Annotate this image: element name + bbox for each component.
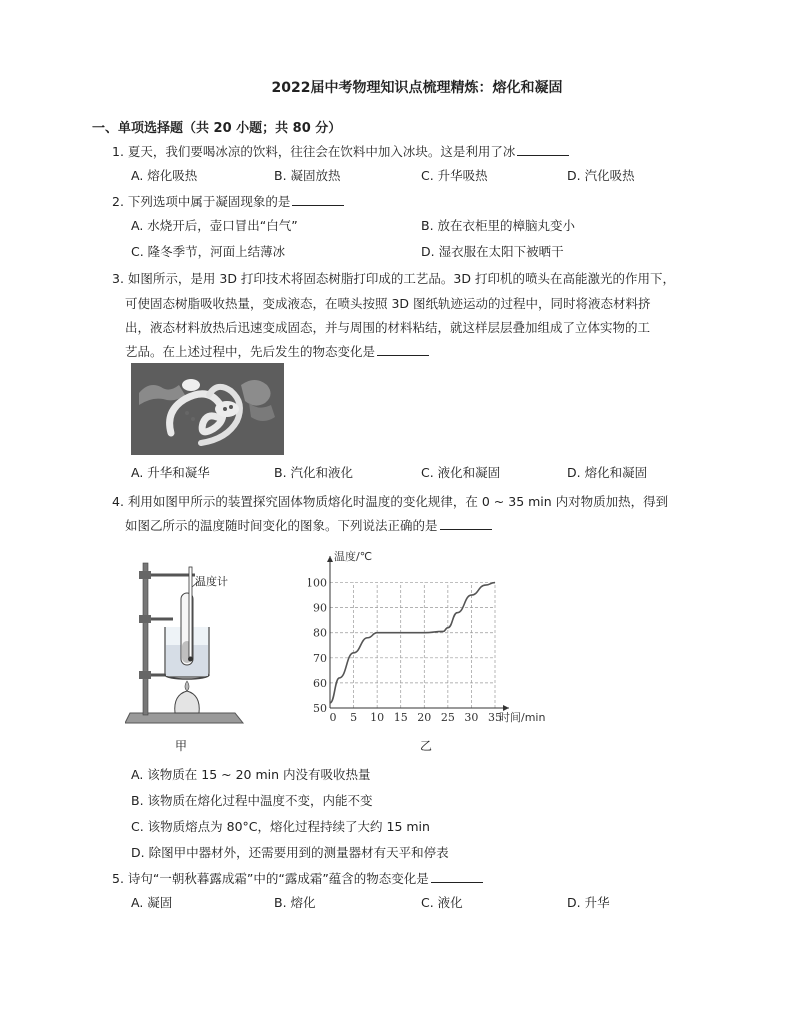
q5-option-d[interactable]: D. 升华 xyxy=(567,895,610,910)
q3-option-b[interactable]: B. 汽化和液化 xyxy=(274,465,354,480)
question-3-line-1: 3. 如图所示，是用 3D 打印技术将固态树脂打印成的工艺品。3D 打印机的喷头在高能激光的作用下， xyxy=(112,271,675,286)
q5-option-c[interactable]: C. 液化 xyxy=(421,895,463,910)
question-5-stem: 5. 诗句“一朝秋暮露成霜”中的“露成霜”蕴含的物态变化是 xyxy=(112,869,483,887)
3d-printed-artwork-photo xyxy=(131,363,284,455)
question-4-line-1: 4. 利用如图甲所示的装置探究固体物质熔化时温度的变化规律，在 0 ~ 35 min 内对物质加热，得到 xyxy=(112,494,669,509)
answer-blank[interactable] xyxy=(377,343,429,356)
q5-option-b[interactable]: B. 熔化 xyxy=(274,895,316,910)
x-tick-label: 30 xyxy=(464,711,479,724)
question-3-line-4: 艺品。在上述过程中，先后发生的物态变化是 xyxy=(125,342,429,360)
x-tick-label: 35 xyxy=(488,711,502,724)
x-axis-label: 时间/min xyxy=(499,711,546,724)
y-tick-label: 90 xyxy=(313,601,327,615)
answer-blank[interactable] xyxy=(517,143,569,156)
q2-option-d[interactable]: D. 湿衣服在太阳下被晒干 xyxy=(421,244,564,259)
y-tick-label: 80 xyxy=(313,626,327,640)
q1-option-c[interactable]: C. 升华吸热 xyxy=(421,168,488,183)
x-tick-label: 20 xyxy=(417,711,432,724)
q4-option-b[interactable]: B. 该物质在熔化过程中温度不变，内能不变 xyxy=(131,793,373,808)
x-tick-label: 10 xyxy=(370,711,385,724)
chart-svg xyxy=(308,548,568,728)
y-axis-label: 温度/℃ xyxy=(334,550,373,563)
thermometer-label: 温度计 xyxy=(195,575,228,588)
x-tick-label: 0 xyxy=(329,711,337,724)
x-tick-label: 15 xyxy=(393,711,408,724)
q3-option-d[interactable]: D. 熔化和凝固 xyxy=(567,465,648,480)
y-tick-label: 60 xyxy=(313,676,327,690)
q3-option-c[interactable]: C. 液化和凝固 xyxy=(421,465,501,480)
section-heading: 一、单项选择题（共 20 小题；共 80 分） xyxy=(92,121,342,136)
figure-label-yi: 乙 xyxy=(420,739,433,753)
answer-blank[interactable] xyxy=(292,193,344,206)
question-2-stem: 2. 下列选项中属于凝固现象的是 xyxy=(112,192,344,210)
artwork-illustration xyxy=(131,363,284,455)
answer-blank[interactable] xyxy=(440,517,492,530)
q3-option-a[interactable]: A. 升华和凝华 xyxy=(131,465,210,480)
x-tick-label: 5 xyxy=(350,711,358,724)
x-tick-label: 25 xyxy=(440,711,455,724)
question-4-line-2: 如图乙所示的温度随时间变化的图象。下列说法正确的是 xyxy=(125,516,492,534)
q1-option-d[interactable]: D. 汽化吸热 xyxy=(567,168,635,183)
q2-option-b[interactable]: B. 放在衣柜里的樟脑丸变小 xyxy=(421,218,576,233)
q2-option-a[interactable]: A. 水烧开后，壶口冒出“白气” xyxy=(131,218,298,233)
question-3-line-3: 出，液态材料放热后迅速变成固态，并与周围的材料粘结，就这样层层叠加组成了立体实物的工 xyxy=(125,320,651,335)
figure-label-jia: 甲 xyxy=(175,739,188,753)
q4-option-c[interactable]: C. 该物质熔点为 80°C，熔化过程持续了大约 15 min xyxy=(131,819,430,834)
temperature-time-chart xyxy=(308,548,568,728)
series-line xyxy=(330,583,495,703)
y-tick-label: 50 xyxy=(313,702,327,715)
y-tick-label: 100 xyxy=(308,576,327,590)
q4-option-a[interactable]: A. 该物质在 15 ~ 20 min 内没有吸收热量 xyxy=(131,767,371,782)
answer-blank[interactable] xyxy=(431,870,483,883)
question-3-line-2: 可使固态树脂吸收热量，变成液态，在喷头按照 3D 图纸轨迹运动的过程中，同时将液态材料挤 xyxy=(125,296,651,311)
y-axis-arrow xyxy=(327,556,333,562)
q5-option-a[interactable]: A. 凝固 xyxy=(131,895,173,910)
q1-option-a[interactable]: A. 熔化吸热 xyxy=(131,168,198,183)
q1-option-b[interactable]: B. 凝固放热 xyxy=(274,168,341,183)
q2-option-c[interactable]: C. 隆冬季节，河面上结薄冰 xyxy=(131,244,286,259)
page-title: 2022届中考物理知识点梳理精炼：熔化和凝固 xyxy=(271,80,563,96)
question-1-stem: 1. 夏天，我们要喝冰凉的饮料，往往会在饮料中加入冰块。这是利用了冰 xyxy=(112,142,569,160)
y-tick-label: 70 xyxy=(313,651,327,665)
experiment-apparatus xyxy=(125,553,245,728)
q4-option-d[interactable]: D. 除图甲中器材外，还需要用到的测量器材有天平和停表 xyxy=(131,845,449,860)
